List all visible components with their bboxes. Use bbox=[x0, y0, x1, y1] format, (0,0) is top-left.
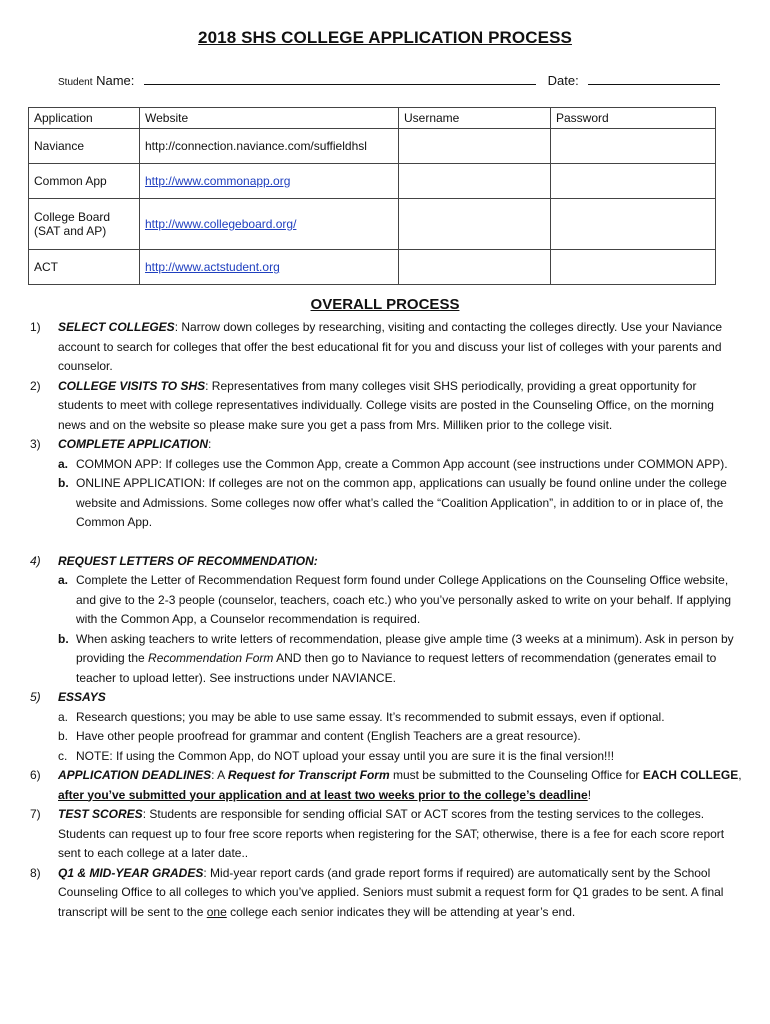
item-number: 2) bbox=[30, 378, 41, 393]
list-item bbox=[30, 318, 742, 377]
col-header-username: Username bbox=[399, 108, 551, 129]
table-row bbox=[29, 250, 716, 285]
sub-text: COMMON APP: If colleges use the Common App, create a Common App account (see instructions under COMMON APP). bbox=[76, 456, 728, 471]
date-label: Date: bbox=[547, 73, 579, 88]
col-header-website: Website bbox=[140, 108, 399, 129]
item-text: : A bbox=[211, 768, 228, 782]
item-text: : Students are responsible for sending official SAT or ACT scores from the testing services to the colleges. Students can request up to four free score reports when registering for the SAT; otherwise, there is a fee for each score report sent to each college at a later date.. bbox=[58, 807, 725, 860]
item-number: 8) bbox=[30, 865, 41, 880]
item-heading: Q1 & MID-YEAR GRADES bbox=[58, 865, 204, 880]
name-label: Name: bbox=[96, 73, 135, 88]
item-number: 5) bbox=[30, 690, 41, 704]
item-heading: REQUEST LETTERS OF RECOMMENDATION: bbox=[58, 553, 318, 568]
item-text: ! bbox=[587, 787, 592, 802]
date-field-line[interactable] bbox=[588, 72, 720, 85]
sub-letter: c. bbox=[58, 748, 68, 763]
list-item bbox=[30, 864, 742, 923]
student-name-row bbox=[58, 72, 718, 88]
recommendation-form-ref: Recommendation Form bbox=[148, 651, 274, 665]
cell-password[interactable] bbox=[551, 129, 716, 164]
deadline-emphasis: after you’ve submitted your application and at least two weeks prior to the college’s deadline bbox=[58, 787, 588, 802]
cell-website bbox=[140, 199, 399, 250]
list-item bbox=[30, 805, 742, 864]
page-title: 2018 SHS COLLEGE APPLICATION PROCESS bbox=[198, 28, 572, 47]
col-header-password: Password bbox=[551, 108, 716, 129]
item-text: college each senior indicates they will be attending at year’s end. bbox=[226, 904, 576, 919]
list-item bbox=[30, 377, 742, 436]
cell-password[interactable] bbox=[551, 199, 716, 250]
cell-website: http://connection.naviance.com/suffieldhsl bbox=[140, 129, 399, 164]
item-heading: SELECT COLLEGES bbox=[58, 320, 175, 334]
sub-letter: a. bbox=[58, 709, 69, 724]
cell-password[interactable] bbox=[551, 164, 716, 199]
cell-username[interactable] bbox=[399, 250, 551, 285]
sub-item bbox=[30, 727, 742, 747]
cell-website bbox=[140, 250, 399, 285]
table-row bbox=[29, 199, 716, 250]
collegeboard-link[interactable]: http://www.collegeboard.org/ bbox=[145, 217, 297, 231]
item-text: : Narrow down colleges by researching, visiting and contacting the colleges directly. Use your Naviance account to search for colleges that offer the best educational fit for you and discuss your list of colleges with your parents and counselor. bbox=[58, 320, 723, 373]
col-header-application: Application bbox=[29, 108, 140, 129]
cell-application: ACT bbox=[29, 250, 140, 285]
cell-website bbox=[140, 164, 399, 199]
one-emphasis: one bbox=[206, 904, 227, 919]
item-text: : Mid-year report cards (and grade report forms if required) are automatically sent by the School Counseling Office to all colleges to which you’ve applied. Seniors must submit a request form for Q1 grades to be sent. A final transcript will be sent to the bbox=[58, 865, 724, 919]
sub-letter: a. bbox=[58, 573, 69, 587]
accounts-table bbox=[28, 107, 716, 285]
table-header-row bbox=[29, 108, 716, 129]
cell-username[interactable] bbox=[399, 164, 551, 199]
sub-text: Have other people proofread for grammar and content (English Teachers are a great resource). bbox=[76, 729, 581, 743]
sub-text: NOTE: If using the Common App, do NOT upload your essay until you are sure it is the final version!!! bbox=[76, 748, 615, 763]
list-item bbox=[30, 552, 742, 572]
cell-application-line1: College Board bbox=[34, 210, 111, 224]
sub-item bbox=[30, 474, 742, 533]
cell-application bbox=[29, 199, 140, 250]
sub-text: ONLINE APPLICATION: If colleges are not on the common app, applications can usually be found online under the college website and Admissions. Some colleges now offer what’s called the “Coalition Application”, in addition to or in place of, the Common App. bbox=[76, 476, 727, 529]
sub-text: Research questions; you may be able to use same essay. It’s recommended to submit essays, even if optional. bbox=[76, 709, 665, 724]
sub-item bbox=[30, 708, 742, 728]
item-text: must be submitted to the Counseling Office for bbox=[389, 768, 643, 782]
cell-application: Common App bbox=[29, 164, 140, 199]
item-number: 1) bbox=[30, 320, 41, 334]
sub-letter: a. bbox=[58, 456, 69, 471]
transcript-form-ref: Request for Transcript Form bbox=[227, 768, 390, 782]
table-row bbox=[29, 164, 716, 199]
cell-username[interactable] bbox=[399, 199, 551, 250]
cell-application: Naviance bbox=[29, 129, 140, 164]
list-item bbox=[30, 688, 742, 708]
process-list bbox=[30, 318, 742, 922]
item-text: : Representatives from many colleges visit SHS periodically, providing a great opportunity for students to meet with college representatives individually. College visits are posted in the Counseling Office, on the morning news and on the website so please make sure you get a pass from Mrs. Milliken prior to the college visit. bbox=[58, 378, 714, 432]
item-heading: COLLEGE VISITS TO SHS bbox=[58, 378, 206, 393]
item-number: 6) bbox=[30, 768, 41, 782]
item-number: 3) bbox=[30, 437, 41, 451]
each-college-emphasis: EACH COLLEGE bbox=[642, 768, 739, 782]
item-heading: TEST SCORES bbox=[58, 807, 143, 821]
sub-letter: b. bbox=[58, 729, 69, 743]
sub-text-pre: When asking teachers to write letters of recommendation, please give ample time (3 weeks at a minimum). Ask in person by providing the bbox=[76, 631, 734, 665]
item-heading: APPLICATION DEADLINES bbox=[58, 768, 212, 782]
cell-password[interactable] bbox=[551, 250, 716, 285]
sub-item bbox=[30, 747, 742, 767]
actstudent-link[interactable]: http://www.actstudent.org bbox=[145, 260, 280, 274]
student-label: Student bbox=[58, 77, 93, 88]
item-number: 7) bbox=[30, 807, 41, 821]
commonapp-link[interactable]: http://www.commonapp.org bbox=[145, 174, 291, 188]
item-number: 4) bbox=[30, 553, 41, 568]
sub-item bbox=[30, 455, 742, 475]
cell-application-line2: (SAT and AP) bbox=[34, 224, 107, 238]
sub-text-post: AND then go to Naviance to request letters of recommendation (generates email to teacher to upload letter). See instructions under NAVIANCE. bbox=[76, 651, 717, 685]
item-heading: COMPLETE APPLICATION bbox=[58, 437, 208, 451]
sub-text: Complete the Letter of Recommendation Request form found under College Applications on the Counseling Office website, and give to the 2-3 people (counselor, teachers, coach etc.) who you’ve personally asked to write on your behalf. If applying with the Common App, a Counselor recommendation is required. bbox=[76, 573, 732, 626]
cell-username[interactable] bbox=[399, 129, 551, 164]
list-item bbox=[30, 435, 742, 455]
item-text: , bbox=[738, 768, 742, 782]
sub-letter: b. bbox=[58, 476, 69, 490]
sub-letter: b. bbox=[58, 631, 69, 646]
item-heading: ESSAYS bbox=[58, 690, 106, 704]
sub-item bbox=[30, 571, 742, 630]
item-text: : bbox=[208, 437, 212, 451]
table-row bbox=[29, 129, 716, 164]
overall-process-heading: OVERALL PROCESS bbox=[310, 296, 460, 313]
name-field-line[interactable] bbox=[144, 72, 536, 85]
sub-item bbox=[30, 630, 742, 689]
list-item bbox=[30, 766, 742, 805]
